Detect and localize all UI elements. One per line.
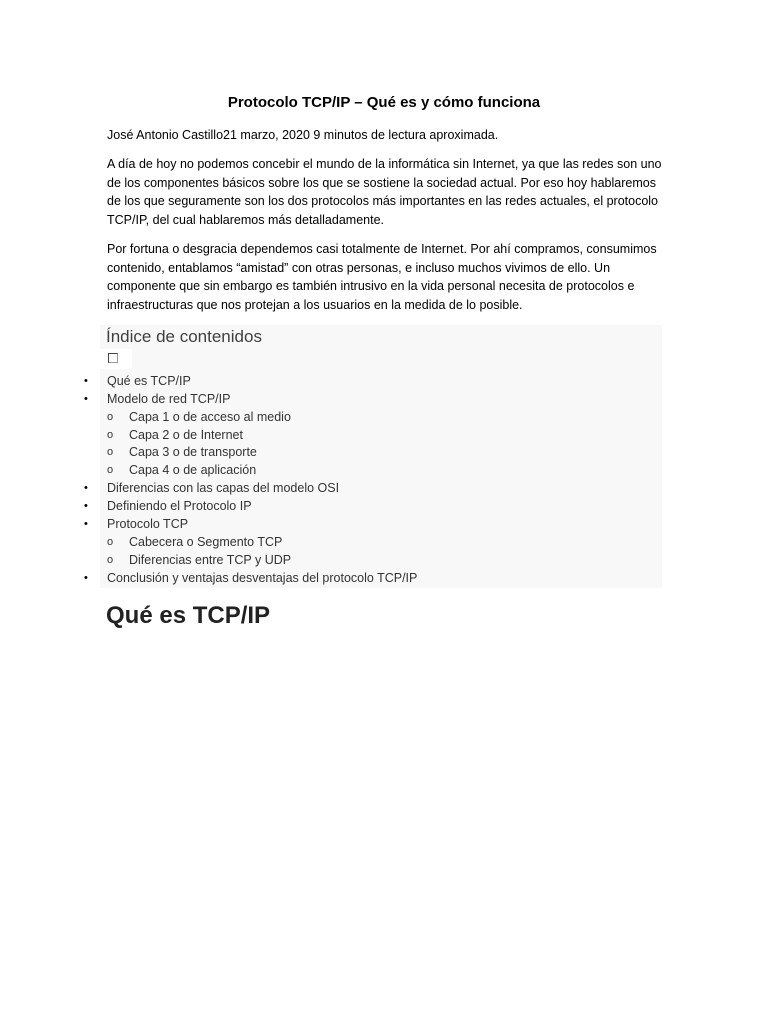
sub-bullet-marker: o: [107, 554, 114, 566]
toc-item-modelo-de-red[interactable]: [84, 391, 644, 407]
toc-toggle-checkbox[interactable]: [108, 353, 118, 363]
sub-bullet-marker: o: [107, 446, 114, 458]
toc-item-que-es-tcpip[interactable]: [84, 373, 644, 389]
sub-bullet-marker: o: [107, 464, 114, 476]
bullet-marker: •: [84, 572, 88, 584]
toc-item-label: Qué es TCP/IP: [107, 374, 191, 388]
toc-subitem-cabecera-tcp[interactable]: [107, 534, 644, 550]
toc-subitem-capa-4[interactable]: [107, 462, 644, 478]
toc-item-label: Conclusión y ventajas desventajas del protocolo TCP/IP: [107, 571, 418, 585]
toc-item-label: Diferencias con las capas del modelo OSI: [107, 481, 340, 495]
bullet-marker: •: [84, 500, 88, 512]
toc-subitem-label: Diferencias entre TCP y UDP: [129, 553, 292, 567]
toc-item-label: Definiendo el Protocolo IP: [107, 499, 252, 513]
toc-item-conclusion[interactable]: [84, 570, 644, 586]
toc-item-protocolo-ip[interactable]: [84, 498, 644, 514]
toc-subitem-label: Cabecera o Segmento TCP: [129, 535, 283, 549]
toc-subitem-label: Capa 4 o de aplicación: [129, 463, 257, 477]
document-title: Protocolo TCP/IP – Qué es y cómo funciona: [227, 94, 541, 111]
bullet-marker: •: [84, 482, 88, 494]
intro-paragraph-2: Por fortuna o desgracia dependemos casi totalmente de Internet. Por ahí compramos, consumimos contenido, entablamos “amistad” con otras personas, e incluso muchos vivimos de ello. Un componente que sin embargo es también intrusivo en la vida personal necesita de protocolos e infraestructuras que nos protejan a los usuarios en la medida de lo posible.: [107, 242, 657, 312]
toc-subitem-capa-2[interactable]: [107, 427, 644, 443]
toc-subitem-tcp-udp[interactable]: [107, 552, 644, 568]
toc-item-label: Protocolo TCP: [107, 517, 189, 531]
toc-subitem-label: Capa 1 o de acceso al medio: [129, 410, 291, 424]
section-heading: Qué es TCP/IP: [106, 602, 271, 629]
toc-subitem-label: Capa 2 o de Internet: [129, 428, 243, 442]
author-byline: José Antonio Castillo21 marzo, 2020 9 minutos de lectura aproximada.: [107, 128, 499, 142]
toc-subitem-capa-3[interactable]: [107, 444, 644, 460]
sub-bullet-marker: o: [107, 411, 114, 423]
toc-subitem-capa-1[interactable]: [107, 409, 644, 425]
sub-bullet-marker: o: [107, 536, 114, 548]
toc-item-protocolo-tcp[interactable]: [84, 516, 644, 532]
toc-subitem-label: Capa 3 o de transporte: [129, 445, 257, 459]
toc-item-label: Modelo de red TCP/IP: [107, 392, 231, 406]
sub-bullet-marker: o: [107, 429, 114, 441]
bullet-marker: •: [84, 375, 88, 387]
bullet-marker: •: [84, 393, 88, 405]
toc-heading: Índice de contenidos: [106, 327, 262, 346]
intro-paragraph-1: A día de hoy no podemos concebir el mundo de la informática sin Internet, ya que las redes son uno de los componentes básicos sobre los que se sostiene la sociedad actual. Por eso hoy hablaremos de los que seguramente son los dos protocolos más importantes en las redes actuales, el protocolo TCP/IP, del cual hablaremos más detalladamente.: [107, 157, 662, 227]
toc-item-diferencias-osi[interactable]: [84, 480, 644, 496]
bullet-marker: •: [84, 518, 88, 530]
